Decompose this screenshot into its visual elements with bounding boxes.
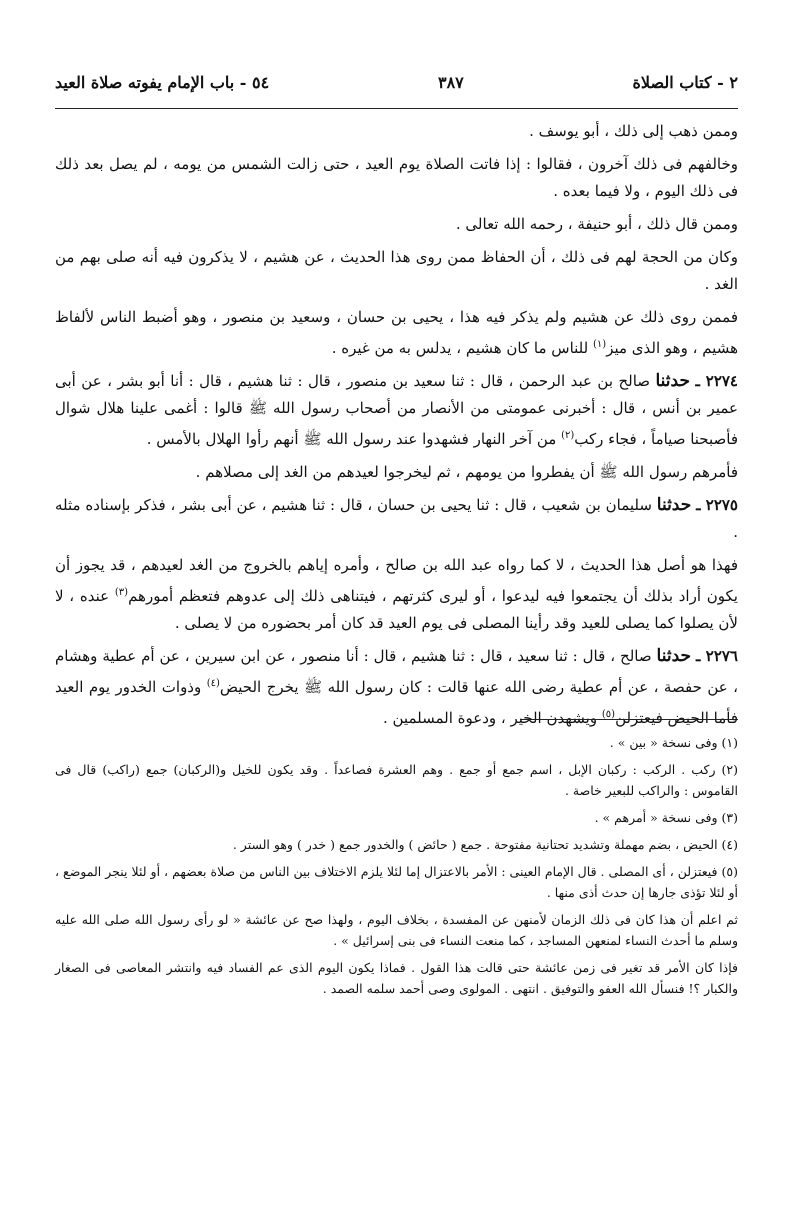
hadith-number: ٢٢٧٤ ـ	[695, 372, 738, 390]
footnote-ref: (٣)	[114, 587, 129, 598]
footnote-1: (١) وفى نسخة « بين » .	[609, 735, 738, 750]
footnote-rule	[520, 719, 738, 720]
footnote-commentary: فإذا كان الأمر قد تغير فى زمن عائشة حتى قالت هذا القول . فماذا يكون اليوم الذى عم الفساد فيه وانتشر المعاصى فى الصغار والكبار ؟! فنسأل الله العفو والتوفيق . انتهى . المولوى وصى أحمد سلمه الصمد .	[55, 960, 738, 996]
hadith-opening-word: حدثنا	[656, 495, 692, 515]
main-text	[55, 118, 738, 738]
paragraph: وممن قال ذلك ، أبو حنيفة ، رحمه الله تعالى .	[455, 215, 738, 233]
paragraph-text: للناس ما كان هشيم ، يدلس به من غيره .	[331, 339, 593, 357]
footnote-ref: (٥)	[601, 709, 616, 720]
footnotes	[55, 732, 738, 1005]
paragraph-text: فممن روى ذلك عن هشيم ولم يذكر فيه هذا ، يحيى بن حسان ، وسعيد بن منصور ، وهو أضبط الناس لألفاظ هشيم ، وهو الذى ميز	[55, 308, 738, 357]
hadith-2275	[55, 492, 738, 546]
footnote-2	[55, 759, 738, 801]
footnote-commentary: ثم اعلم أن هذا كان فى ذلك الزمان لأمنهن عن المفسدة ، بخلاف اليوم ، ولهذا صح عن عائشة « لو رأى رسول الله صلى الله عليه وسلم ما أحدث النساء لمنعهن المساجد ، كما منعت النساء فى بنى إسرائيل » .	[55, 912, 738, 948]
paragraph-text: أن يكون أراد بذلك أن يجتمعوا فيه ليدعوا ، أو ليرى كثرتهم ، فيتناهى ذلك إلى عدوهم فتعظم أمورهم	[55, 556, 738, 605]
hadith-opening-word: حدثنا	[655, 371, 690, 391]
footnote-ref: (٤)	[206, 678, 220, 689]
hadith-text: من آخر النهار فشهدوا عند رسول الله ﷺ أنهم رأوا الهلال بالأمس .	[146, 430, 562, 448]
paragraph: وكان من الحجة لهم فى ذلك ، أن الحفاظ ممن روى هذا الحديث ، عن هشيم ، لا يذكرون فيه أنه صلى بهم من الغد .	[55, 248, 738, 293]
book-title: ٢ - كتاب الصلاة	[632, 72, 738, 92]
paragraph: فأمرهم رسول الله ﷺ أن يفطروا من يومهم ، ثم ليخرجوا لعيدهم من الغد إلى مصلاهم .	[195, 463, 738, 481]
footnote-text: (٢) ركب . الركب : ركبان الإبل ، اسم جمع أو جمع . وهم العشرة فصاعداً . وقد يكون للخيل و(الركبان) جمع (راكب)	[102, 762, 739, 777]
paragraph-text: عنده ، لا لأن يصلوا كما يصلى للعيد وقد رأينا المصلى فى يوم العيد قد كان أمر بحضوره من لا يصلى .	[55, 587, 738, 632]
footnote-text: قال فى القاموس : والراكب للبعير خاصة .	[55, 762, 738, 798]
paragraph-text: فهذا هو أصل هذا الحديث ، لا كما رواه عبد الله بن صالح ، وأمره إياهم بالخروج من الغد لعيدهم ، قد يجوز	[75, 556, 738, 574]
footnote-5: (٥) فيعتزلن ، أى المصلى . قال الإمام العينى : الأمر بالاعتزال إما لئلا يلزم الاختلاف بين الناس من صلاة بعضهم ، أو لئلا ينجر الموضع ، أو لئلا تؤذى جارها إن حدث أذى منها .	[55, 864, 738, 900]
hadith-text: ويشهدن الخير ، ودعوة المسلمين .	[382, 709, 602, 727]
hadith-text: وذوات الخدور يوم العيد فأما الحيض فيعتزلن	[55, 678, 738, 727]
footnote-3: (٣) وفى نسخة « أمرهم » .	[594, 810, 738, 825]
footnote-ref: (٢)	[561, 430, 575, 441]
paragraph: وخالفهم فى ذلك آخرون ، فقالوا : إذا فاتت الصلاة يوم العيد ، حتى زالت الشمس من يومه ، لم يصل بعد ذلك فى ذلك اليوم ، ولا فيما بعده .	[55, 155, 738, 200]
paragraph	[55, 304, 738, 362]
page-number: ٣٨٧	[437, 72, 464, 92]
footnote-ref: (١)	[593, 339, 607, 350]
chapter-title: ٥٤ - باب الإمام يفوته صلاة العيد	[55, 72, 270, 92]
hadith-number: ٢٢٧٦ ـ	[695, 647, 738, 665]
hadith-text: سليمان بن شعيب ، قال : ثنا يحيى بن حسان ، قال : ثنا هشيم ، عن أبى بشر ، فذكر بإسناده مثله .	[55, 496, 738, 541]
hadith-2274	[55, 368, 738, 453]
header-rule	[55, 108, 738, 109]
footnote-4: (٤) الحيض ، بضم مهملة وتشديد تحتانية مفتوحة . جمع ( حائض ) والخدور جمع ( خدر ) وهو الستر .	[232, 837, 738, 852]
paragraph: وممن ذهب إلى ذلك ، أبو يوسف .	[529, 122, 738, 140]
hadith-text: صالح ، قال : ثنا سعيد ، قال : ثنا هشيم ، قال : أنا منصور ، عن ابن سيرين ، عن أم عطية وهشام ، عن حفصة ، عن أم عطية رضى الله عنها قالت : كان رسول الله ﷺ يخرج الحيض	[55, 647, 738, 696]
hadith-text: صالح بن عبد الرحمن ، قال : ثنا سعيد بن منصور ، قال : ثنا هشيم ، قال : أنا أبو بشر ، عن أبى عمير بن أنس ، قال : أخبرنى عمومتى من الأنصار من أصحاب رسول الله ﷺ قالوا : أغمى علينا هلال شوال فأصبحنا صياماً ، فجاء ركب	[55, 372, 738, 448]
hadith-number: ٢٢٧٥ ـ	[696, 496, 738, 514]
paragraph	[55, 552, 738, 637]
running-header	[55, 62, 738, 102]
hadith-opening-word: حدثنا	[656, 646, 692, 666]
